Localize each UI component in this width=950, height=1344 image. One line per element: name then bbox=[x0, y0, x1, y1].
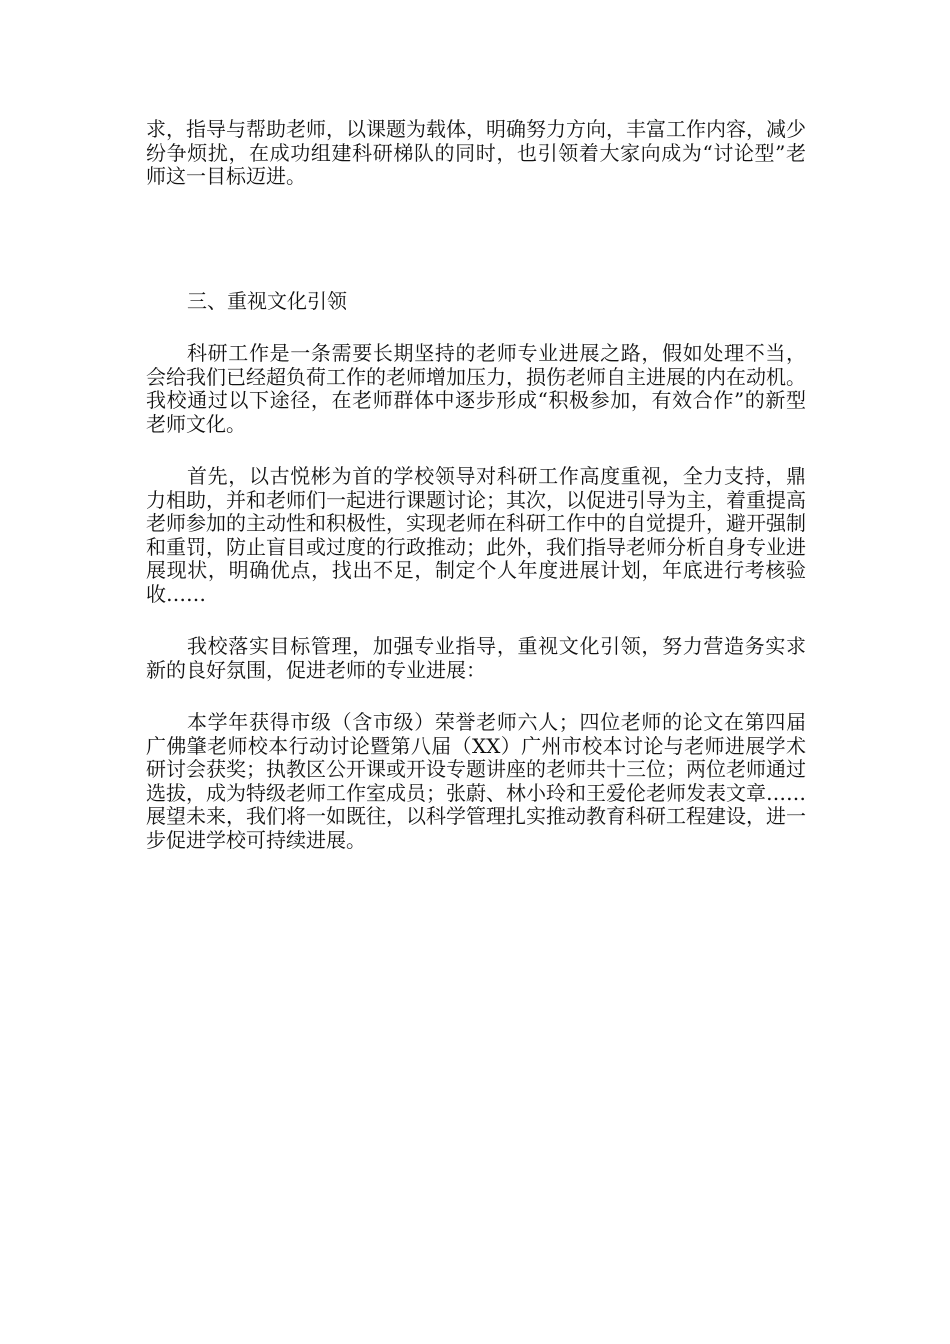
paragraph: 科研工作是一条需要长期坚持的老师专业进展之路，假如处理不当，会给我们已经超负荷工作的老师增加压力，损伤老师自主进展的内在动机。我校通过以下途径，在老师群体中逐步形成“积极参加，有效合作”的新型老师文化。 bbox=[146, 341, 806, 436]
paragraph: 我校落实目标管理，加强专业指导，重视文化引领，努力营造务实求新的良好氛围，促进老师的专业进展： bbox=[146, 634, 806, 682]
paragraph-continuation: 求，指导与帮助老师，以课题为载体，明确努力方向，丰富工作内容，减少纷争烦扰，在成功组建科研梯队的同时，也引领着大家向成为“讨论型”老师这一目标迈进。 bbox=[146, 117, 806, 188]
section-heading: 三、重视文化引领 bbox=[187, 288, 347, 313]
document-body bbox=[146, 118, 806, 852]
paragraph: 本学年获得市级（含市级）荣誉老师六人；四位老师的论文在第四届广佛肇老师校本行动讨论暨第八届（XX）广州市校本讨论与老师进展学术研讨会获奖；执教区公开课或开设专题讲座的老师共十三位；两位老师通过选拔，成为特级老师工作室成员；张蔚、林小玲和王爱伦老师发表文章……展望未来，我们将一如既往，以科学管理扎实推动教育科研工程建设，进一步促进学校可持续进展。 bbox=[146, 710, 806, 852]
paragraph: 首先，以古悦彬为首的学校领导对科研工作高度重视，全力支持，鼎力相助，并和老师们一起进行课题讨论；其次，以促进引导为主，着重提高老师参加的主动性和积极性，实现老师在科研工作中的自觉提升，避开强制和重罚，防止盲目或过度的行政推动；此外，我们指导老师分析自身专业进展现状，明确优点，找出不足，制定个人年度进展计划，年底进行考核验收…… bbox=[146, 464, 806, 606]
